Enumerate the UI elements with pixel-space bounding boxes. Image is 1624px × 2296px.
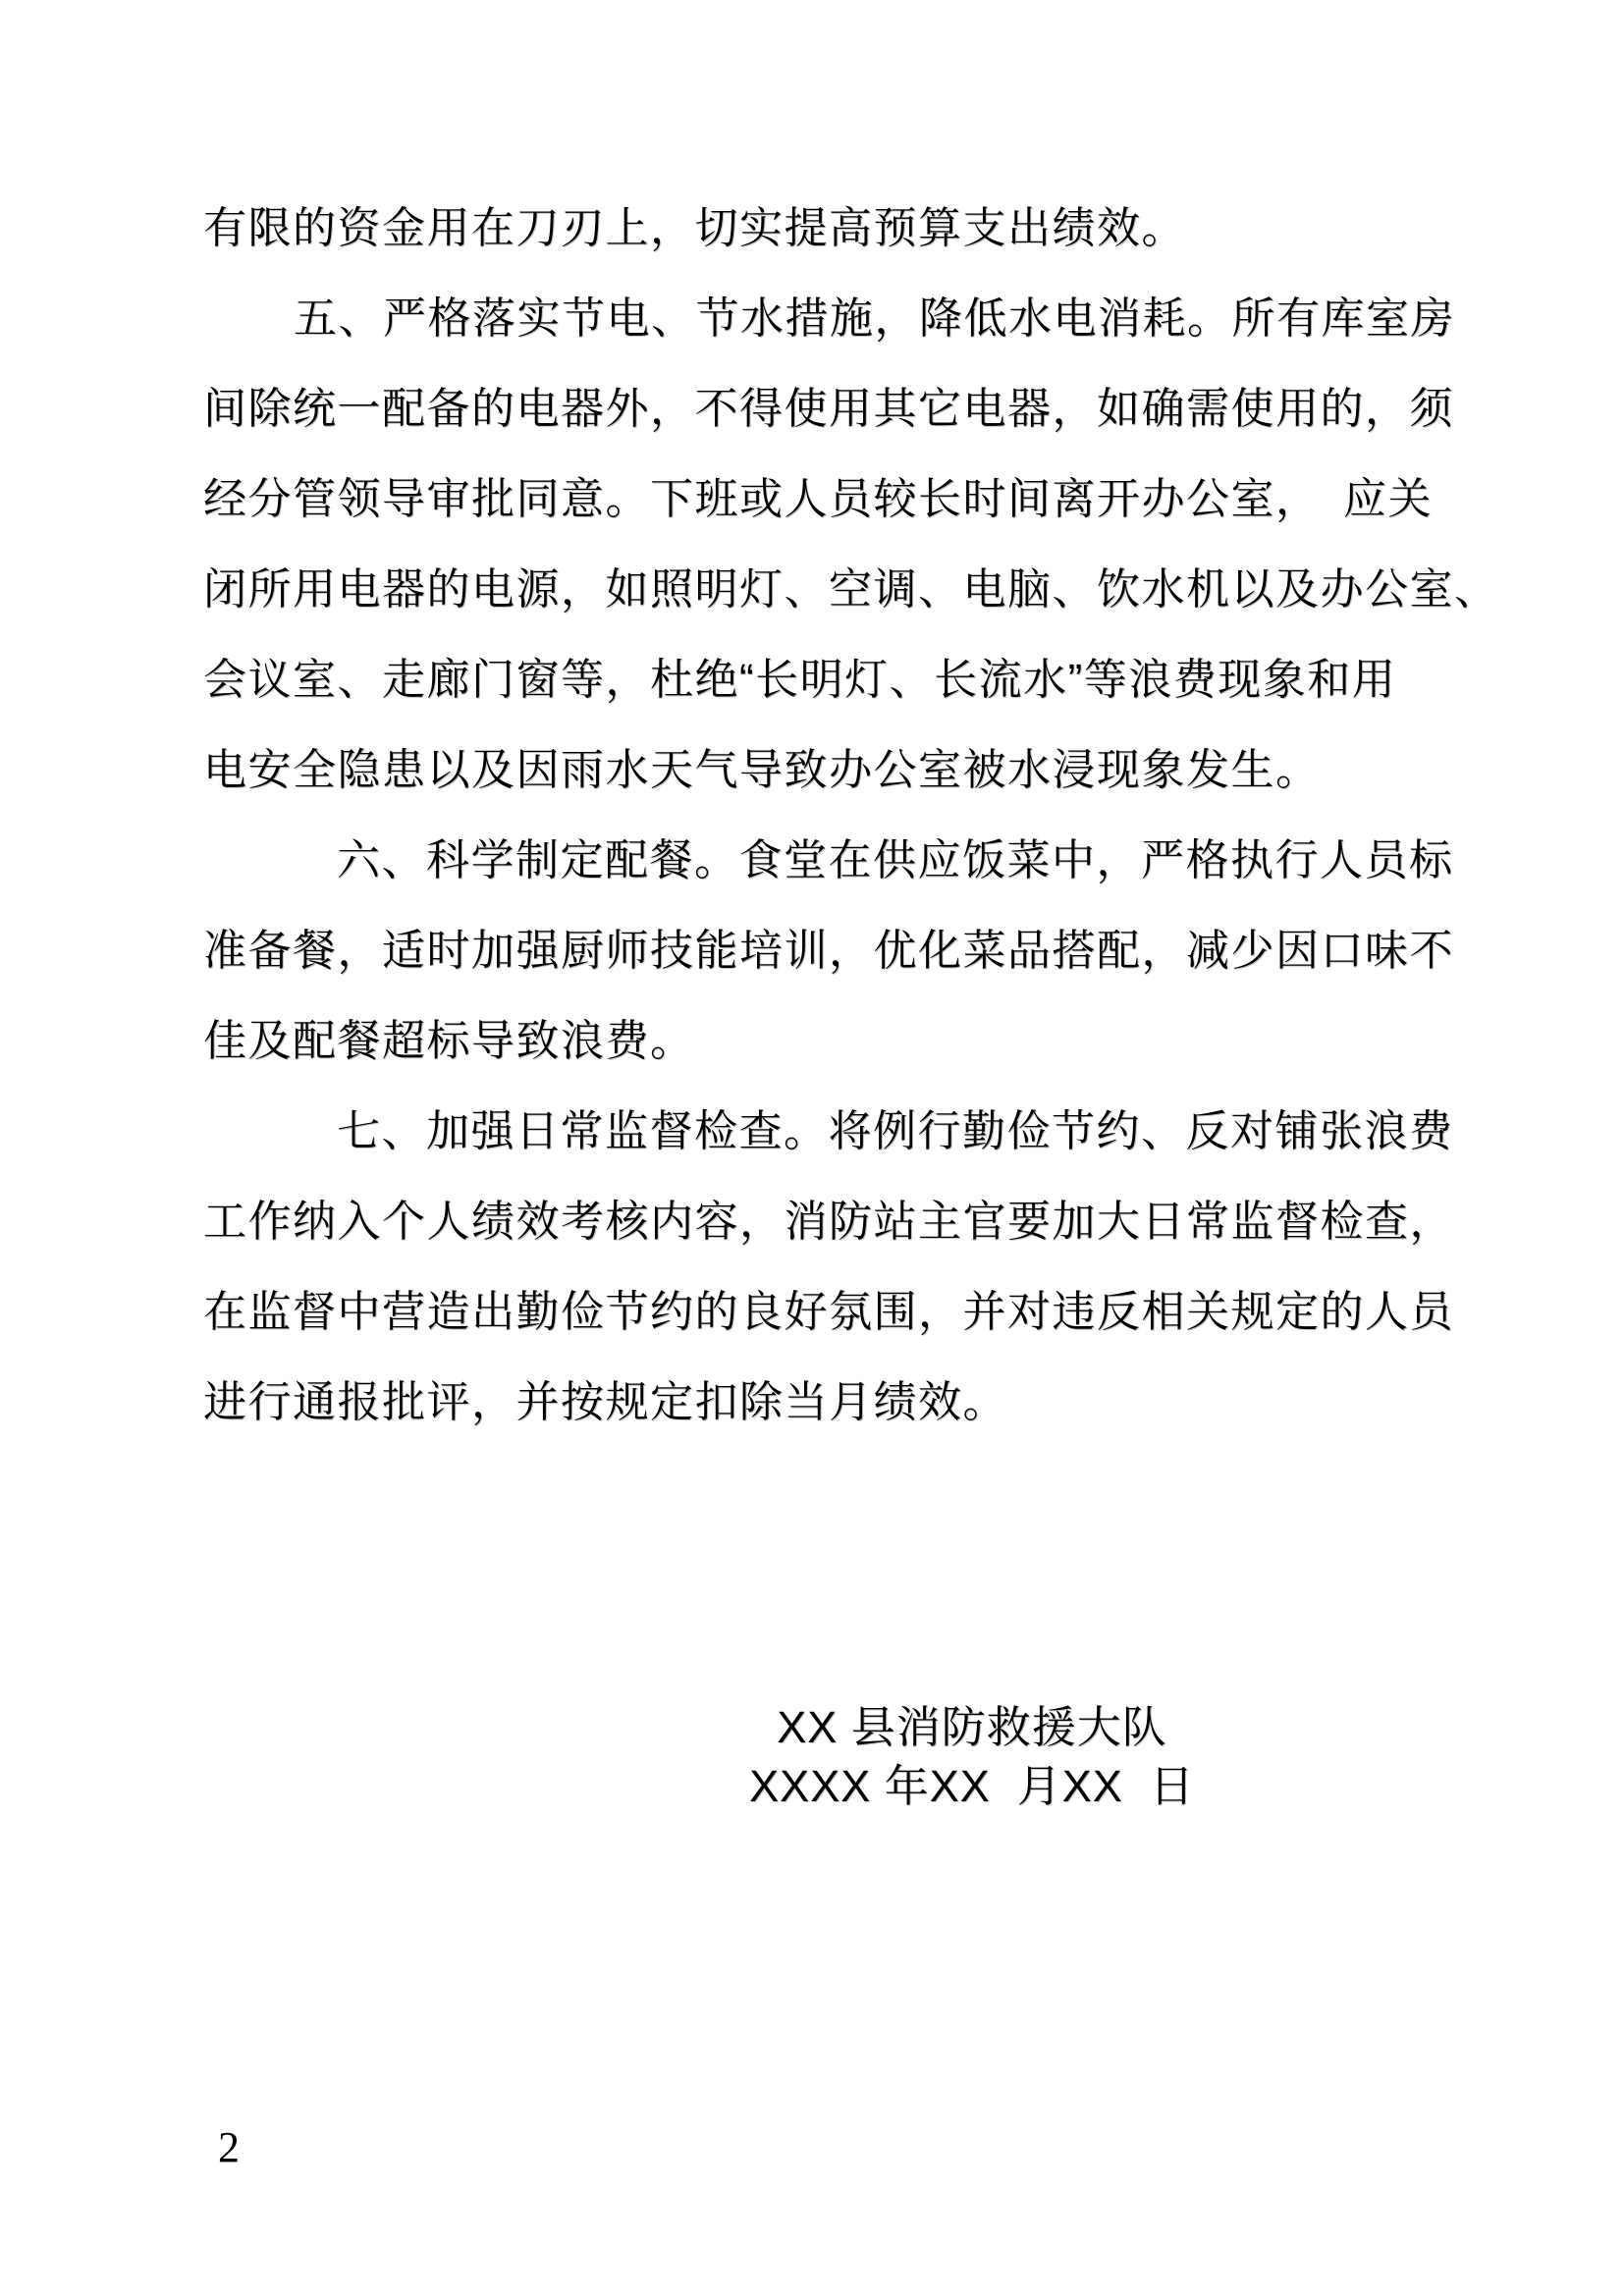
body-line: 准备餐，适时加强厨师技能培训，优化菜品搭配，减少因口味不 bbox=[203, 927, 1454, 975]
body-line: 六、科学制定配餐。食堂在供应饭菜中，严格执行人员标 bbox=[337, 836, 1454, 884]
signature-org: XX 县消防救援大队 bbox=[777, 1702, 1167, 1752]
page-number: 2 bbox=[218, 2123, 240, 2171]
body-line: 经分管领导审批同意。下班或人员较长时间离开办公室， 应关 bbox=[203, 475, 1433, 523]
signature-date: XXXX 年XX 月XX 日 bbox=[749, 1761, 1195, 1811]
body-line: 电安全隐患以及因雨水天气导致办公室被水浸现象发生。 bbox=[203, 746, 1321, 794]
body-line: 进行通报批评，并按规定扣除当月绩效。 bbox=[203, 1378, 1007, 1426]
body-line: 工作纳入个人绩效考核内容，消防站主官要加大日常监督检查， bbox=[203, 1198, 1454, 1246]
document-body bbox=[203, 184, 1499, 1448]
body-line: 五、严格落实节电、节水措施，降低水电消耗。所有库室房 bbox=[294, 294, 1455, 343]
body-line: 间除统一配备的电器外，不得使用其它电器，如确需使用的，须 bbox=[203, 385, 1454, 433]
body-line: 会议室、走廊门窗等，杜绝“长明灯、长流水”等浪费现象和用 bbox=[203, 656, 1397, 704]
body-line: 七、加强日常监督检查。将例行勤俭节约、反对铺张浪费 bbox=[337, 1107, 1454, 1155]
body-line: 有限的资金用在刀刃上，切实提高预算支出绩效。 bbox=[203, 204, 1186, 252]
body-line: 闭所用电器的电源，如照明灯、空调、电脑、饮水机以及办公室、 bbox=[203, 565, 1499, 614]
body-line: 在监督中营造出勤俭节约的良好氛围，并对违反相关规定的人员 bbox=[203, 1288, 1454, 1336]
signature-block bbox=[540, 1698, 1404, 1816]
body-line: 佳及配餐超标导致浪费。 bbox=[203, 1017, 695, 1065]
